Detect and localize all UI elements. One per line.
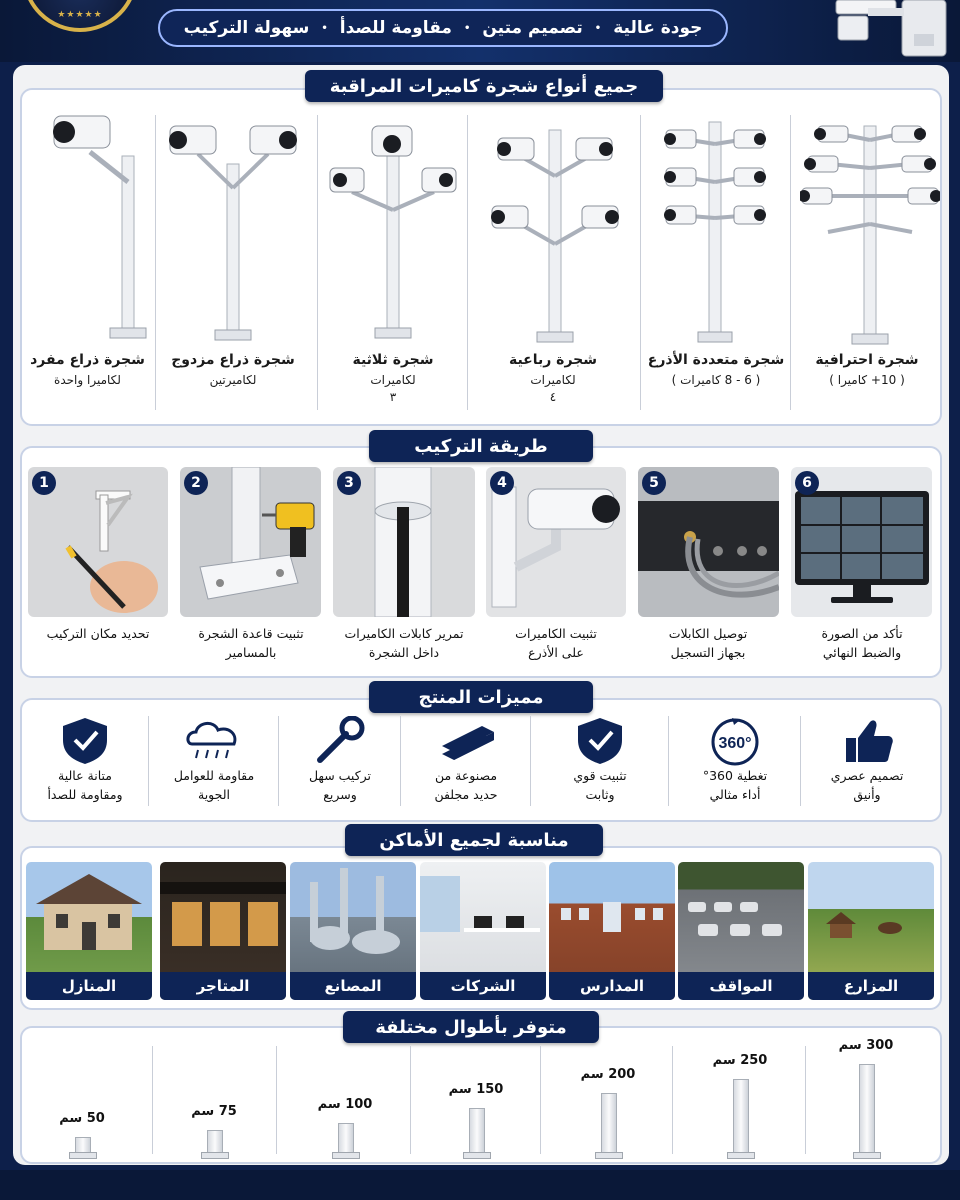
install-title: طريقة التركيب [369,430,593,462]
type-desc: لكاميرات [370,373,416,387]
feature-line: وثابت [585,787,615,802]
place-card [678,862,804,1000]
shield-check-icon [532,716,668,766]
steel-beams-icon [402,716,530,766]
divider [155,115,156,410]
feature-line: تصميم عصري [830,768,904,783]
feature-line: متانة عالية [58,768,112,783]
pole-post [469,1108,485,1154]
step-caption-line: تمرير كابلات الكاميرات [344,626,464,641]
pole-base [201,1152,229,1159]
parking-image [678,862,804,972]
step-caption [174,624,328,662]
thumbs-up-icon [802,716,932,766]
wrench-icon [280,716,400,766]
feature-line: وأنيق [853,787,881,802]
step-caption-line: تثبيت الكاميرات [515,626,597,641]
place-label: المصانع [290,972,416,1000]
divider [276,1046,277,1154]
divider [400,716,401,806]
wall-mount-icon [832,0,950,58]
divider [410,1046,411,1154]
footer-band [0,1170,960,1200]
step-image-3 [333,467,475,617]
type-desc: لكاميرات [530,373,576,387]
features-title: مميزات المنتج [369,681,593,713]
divider [805,1046,806,1154]
divider [672,1046,673,1154]
type-desc-count: ٣ [389,390,397,404]
step-caption-line: بالمسامير [225,645,277,660]
place-card [808,862,934,1000]
pole-2-cameras [168,124,298,344]
feature-line: تثبيت قوي [573,768,627,783]
length-label: 250 سم [712,1053,768,1068]
pole-3-cameras [326,122,460,344]
pole-base [727,1152,755,1159]
factory-image [290,862,416,972]
tagline-item: سهولة التركيب [183,18,310,38]
tagline-item: جودة عالية [613,18,703,38]
step-image-2 [180,467,321,617]
place-label: المنازل [26,972,152,1000]
types-title: جميع أنواع شجرة كاميرات المراقبة [305,70,663,102]
feature-item [402,716,530,804]
place-label: الشركات [420,972,546,1000]
feature-line: أداء مثالي [709,787,761,802]
divider [668,716,669,806]
pole-post [207,1130,223,1154]
divider [530,716,531,806]
place-card [420,862,546,1000]
divider [148,716,149,806]
shop-image [160,862,286,972]
feature-item [532,716,668,804]
type-desc-count: ٤ [549,390,557,404]
step-caption-line: تحديد مكان التركيب [46,626,150,641]
step-image-1 [28,467,168,617]
step-number: 5 [642,471,666,495]
pole-base [853,1152,881,1159]
360-badge-text: 360° [718,735,752,752]
tagline-item: تصميم متين [482,18,583,38]
type-item [478,352,628,406]
feature-line: مقاومة للعوامل [173,768,255,783]
pole-4-cameras [488,126,622,348]
feature-line: ومقاومة للصدأ [47,787,123,802]
place-card [549,862,675,1000]
step-caption-line: بجهاز التسجيل [670,645,746,660]
type-name: شجرة رباعية [508,352,598,368]
type-item [20,352,155,389]
divider [278,716,279,806]
logo-stars: ★★★★★ [57,10,103,20]
step-number: 3 [337,471,361,495]
office-image [420,862,546,972]
step-image-4 [486,467,626,617]
type-name: شجرة احترافية [815,352,919,368]
farm-image [808,862,934,972]
feature-item [802,716,932,804]
length-label: 300 سم [838,1038,894,1053]
tagline-dot: • [463,22,471,34]
step-caption-line: توصيل الكابلات [668,626,748,641]
shield-check-icon [22,716,148,766]
step-number: 1 [32,471,56,495]
step-caption-line: تأكد من الصورة [821,626,903,641]
pole-6-cameras [660,118,770,348]
place-label: المزارع [808,972,934,1000]
length-label: 150 سم [448,1082,504,1097]
pole-post [601,1093,617,1154]
step-image-6 [791,467,932,617]
type-name: شجرة متعددة الأذرع [647,352,785,368]
header-band [0,0,960,62]
360-icon [670,716,800,766]
pole-1-camera [50,112,154,340]
type-desc: لكاميرا واحدة [54,373,121,387]
step-caption [632,624,784,662]
feature-line: تغطية 360° [702,768,768,783]
length-label: 50 سم [59,1111,105,1126]
step-number: 4 [490,471,514,495]
pole-base [332,1152,360,1159]
type-item [318,352,468,406]
school-image [549,862,675,972]
place-card [26,862,152,1000]
step-caption [326,624,482,662]
feature-item [670,716,800,804]
length-label: 100 سم [317,1097,373,1112]
places-title: مناسبة لجميع الأماكن [345,824,603,856]
length-label: 200 سم [580,1067,636,1082]
place-card [160,862,286,1000]
step-caption-line: والضبط النهائي [822,645,902,660]
tagline-pill [158,9,728,47]
feature-item [150,716,278,804]
place-label: المواقف [678,972,804,1000]
pole-post [733,1079,749,1154]
feature-item [280,716,400,804]
feature-line: مصنوعة من [434,768,498,783]
feature-line: الجوية [198,787,230,802]
step-caption-line: على الأذرع [528,645,584,660]
pole-10-cameras [800,120,940,348]
lengths-title: متوفر بأطوال مختلفة [343,1011,599,1043]
pole-post [859,1064,875,1154]
type-name: شجرة ثلاثية [352,352,434,368]
step-number: 6 [795,471,819,495]
length-label: 75 سم [191,1104,237,1119]
step-number: 2 [184,471,208,495]
tagline-dot: • [321,22,328,34]
place-card [290,862,416,1000]
rain-cloud-icon [150,716,278,766]
place-label: المتاجر [160,972,286,1000]
feature-line: وسريع [323,787,357,802]
type-item [641,352,791,389]
type-desc: لكاميرتين [209,373,257,387]
step-caption [480,624,632,662]
type-item [792,352,942,389]
type-desc: ( 6 - 8 كاميرات ) [671,373,761,387]
brand-badge [22,0,138,32]
step-caption [786,624,938,662]
step-caption [22,624,174,643]
feature-item [22,716,148,804]
tagline-item: مقاومة للصدأ [339,18,452,38]
step-caption-line: تثبيت قاعدة الشجرة [198,626,304,641]
pole-base [595,1152,623,1159]
house-image [26,862,152,972]
feature-line: تركيب سهل [308,768,372,783]
type-item [158,352,308,389]
divider [800,716,801,806]
divider [540,1046,541,1154]
feature-line: حديد مجلفن [434,787,498,802]
divider [152,1046,153,1154]
pole-base [69,1152,97,1159]
pole-post [338,1123,354,1154]
place-label: المدارس [549,972,675,1000]
type-name: شجرة ذراع مزدوج [171,352,295,368]
type-desc: ( 10+ كاميرا ) [829,373,905,387]
tagline-dot: • [594,22,602,34]
step-caption-line: داخل الشجرة [368,645,440,660]
type-name: شجرة ذراع مفرد [30,352,145,368]
step-image-5 [638,467,779,617]
pole-base [463,1152,491,1159]
